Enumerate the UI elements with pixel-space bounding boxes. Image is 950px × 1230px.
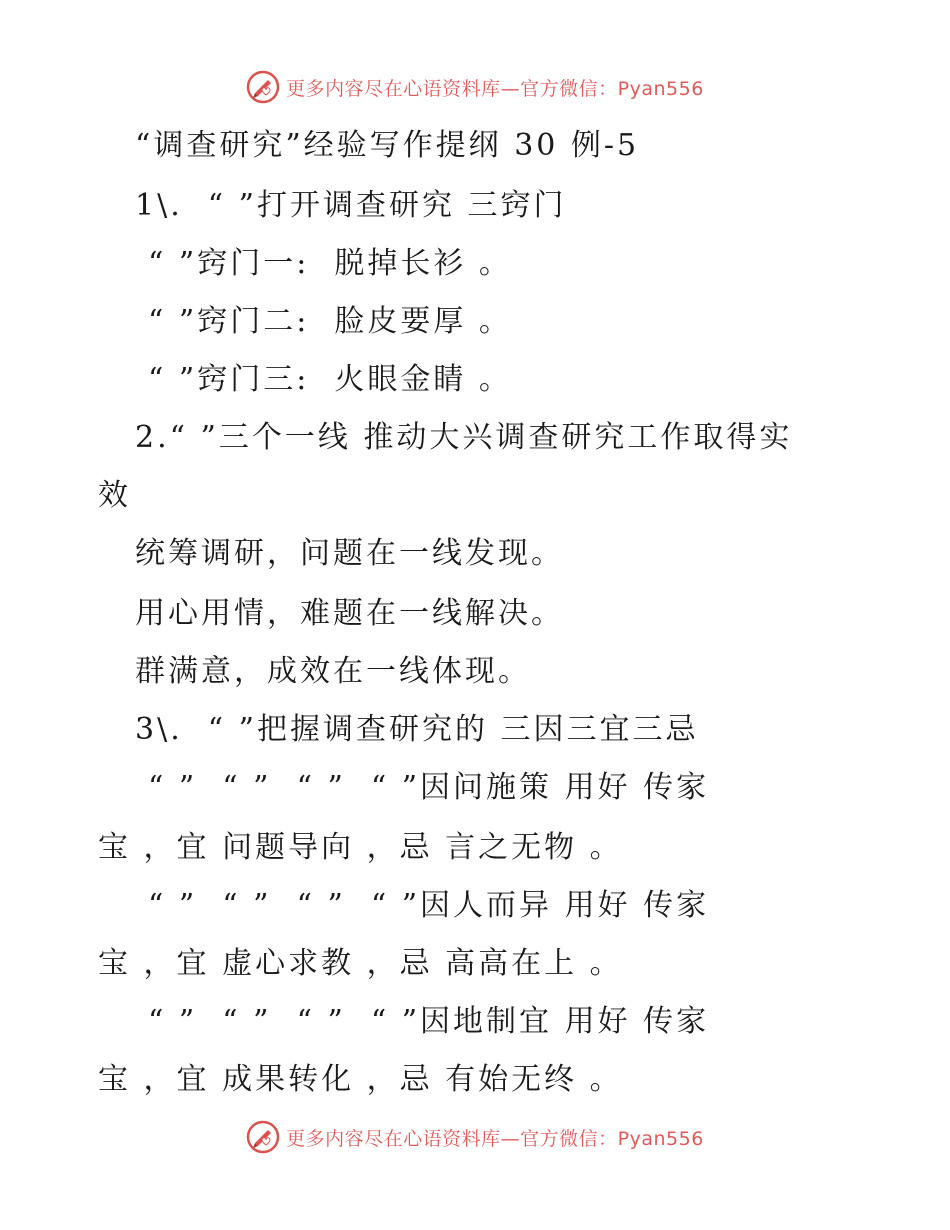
list-item: “ ”窍门一: 脱掉长衫 。 — [148, 246, 512, 281]
paragraph-line: “ ” “ ” “ ” “ ”因问施策 用好 传家 — [148, 770, 710, 805]
pen-heart-logo-icon — [246, 1120, 280, 1154]
section-3-heading: 3\. “ ”把握调查研究的 三因三宜三忌 — [135, 712, 699, 747]
watermark-text: 更多内容尽在心语资料库—官方微信：Pyan556 — [286, 77, 704, 100]
document-title: “调查研究”经验写作提纲 30 例-5 — [135, 128, 640, 163]
paragraph-line: 宝 ，宜 虚心求教 ，忌 高高在上 。 — [98, 946, 623, 981]
list-item: “ ”窍门二: 脸皮要厚 。 — [148, 304, 512, 339]
paragraph-line: 宝 ，宜 成果转化 ，忌 有始无终 。 — [98, 1062, 623, 1097]
list-item: 用心用情，难题在一线解决。 — [135, 596, 564, 631]
footer-watermark-banner — [0, 1120, 950, 1154]
list-item: 统筹调研，问题在一线发现。 — [135, 536, 564, 571]
watermark-text: 更多内容尽在心语资料库—官方微信：Pyan556 — [286, 1127, 704, 1150]
section-2-heading: 2.“ ”三个一线 推动大兴调查研究工作取得实 — [135, 420, 793, 455]
section-1-heading: 1\. “ ”打开调查研究 三窍门 — [135, 188, 567, 223]
header-watermark-banner — [0, 70, 950, 104]
pen-heart-logo-icon — [246, 70, 280, 104]
section-2-heading-continued: 效 — [98, 478, 131, 513]
paragraph-line: “ ” “ ” “ ” “ ”因地制宜 用好 传家 — [148, 1004, 710, 1039]
list-item: “ ”窍门三: 火眼金睛 。 — [148, 362, 512, 397]
list-item: 群满意，成效在一线体现。 — [135, 654, 531, 689]
paragraph-line: “ ” “ ” “ ” “ ”因人而异 用好 传家 — [148, 888, 710, 923]
paragraph-line: 宝 ，宜 问题导向 ，忌 言之无物 。 — [98, 830, 623, 865]
